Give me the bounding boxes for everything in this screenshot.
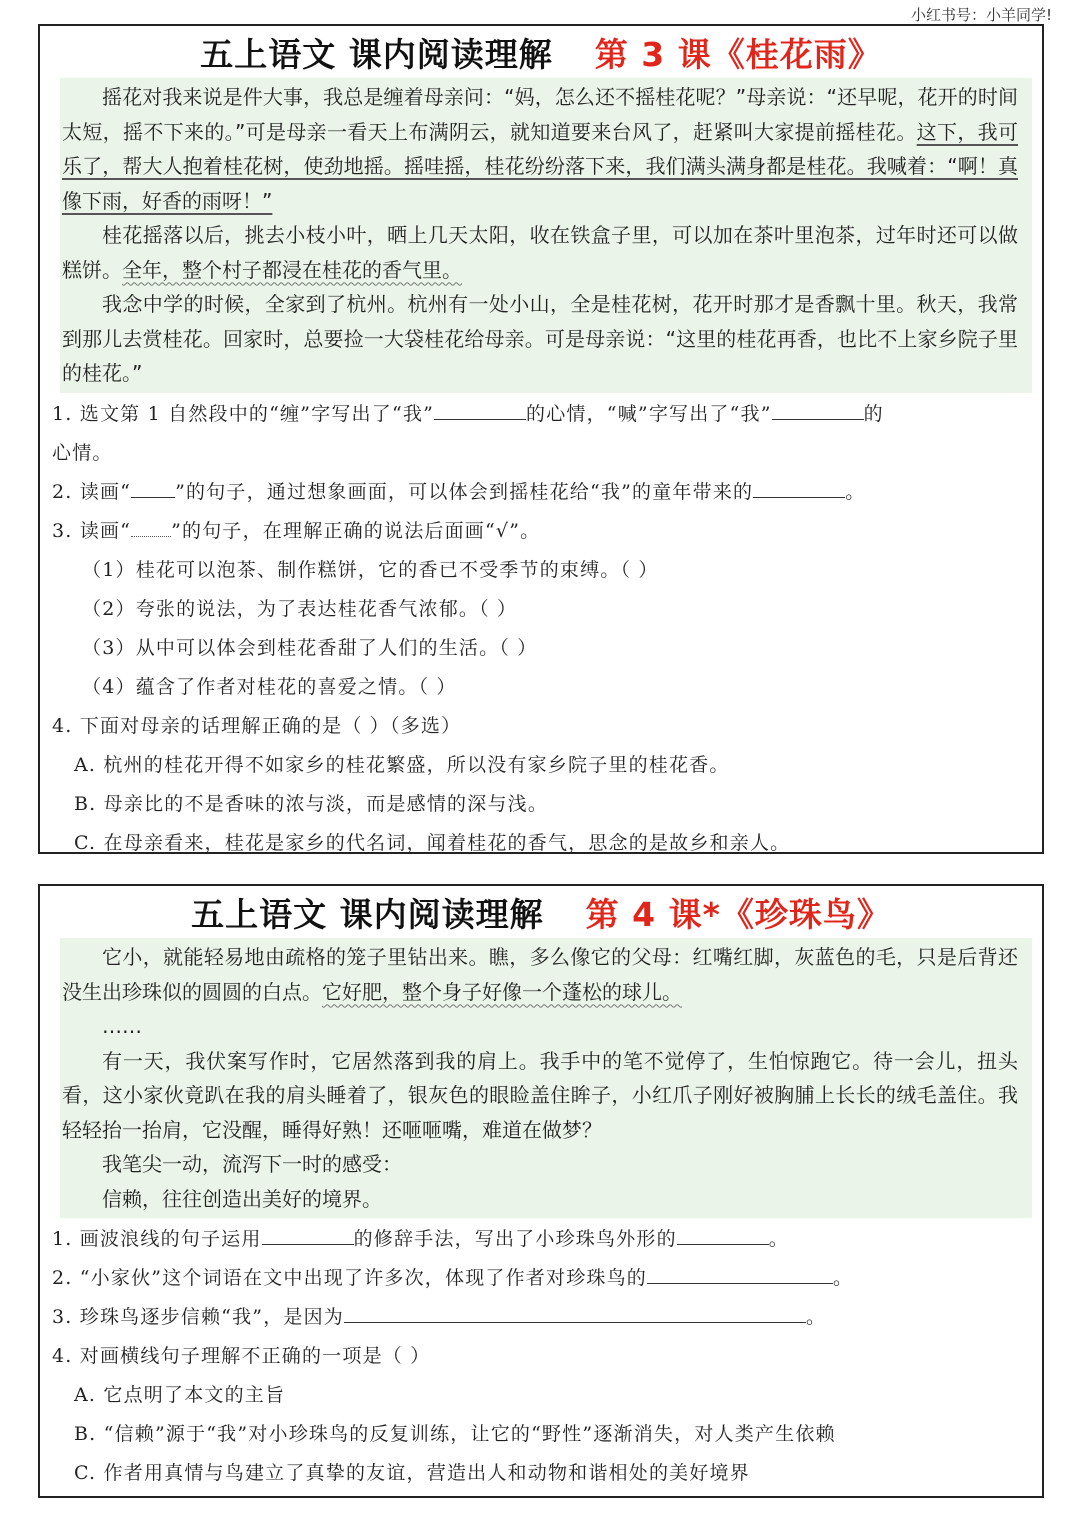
question-3 [52,512,1042,551]
question-3-item[interactable]: （2）夸张的说法，为了表达桂花香气浓郁。（ ） [82,597,518,620]
question-1 [52,395,1042,434]
question-text: 3. 珍珠鸟逐步信赖“我”，是因为 [52,1306,344,1328]
question-text: 2. 读画“ [52,480,132,503]
reading-passage [60,78,1032,393]
question-text: 的修辞手法，写出了小珍珠鸟外形的 [353,1228,677,1250]
worksheet-lesson-3 [38,24,1044,854]
question-1 [52,1220,1042,1259]
answer-blank[interactable] [647,1261,833,1284]
passage-paragraph [62,218,1018,287]
line-sample [131,475,175,498]
title-main: 五上语文 课内阅读理解 [200,34,553,74]
question-text: 。 [806,1306,827,1328]
question-text: 1. 画波浪线的句子运用 [52,1228,262,1250]
title-lesson: 第 4 课*《珍珠鸟》 [585,894,891,934]
wavy-underlined-sentence: 全年，整个村子都浸在桂花的香气里。 [122,257,462,282]
question-text: 。 [845,480,866,503]
worksheet-title [40,26,1042,78]
question-text: 。 [833,1267,854,1289]
question-3 [52,1298,1042,1337]
passage-ellipsis: …… [102,1014,142,1038]
option-c[interactable]: C. 在母亲看来，桂花是家乡的代名词，闻着桂花的香气，思念的是故乡和亲人。 [74,831,791,854]
option-b[interactable]: B. “信赖”源于“我”对小珍珠鸟的反复训练，让它的“野性”逐渐消失，对人类产生依赖 [74,1423,836,1445]
question-text: 1. 选文第 1 自然段中的“缠”字写出了“我” [52,402,434,425]
answer-blank[interactable] [262,1222,354,1245]
passage-paragraph [62,940,1018,1009]
question-text: 3. 读画“ [52,519,132,542]
reading-passage [60,938,1032,1218]
question-2 [52,473,1042,512]
passage-text: 它小，就能轻易地由疏格的笼子里钻出来。瞧，多么像它的父母：红嘴红脚，灰蓝色的毛，只是后背还没生出珍珠似的圆圆的白点。 [62,945,1018,1004]
passage-text: 摇花对我来说是件大事，我总是缠着母亲问：“妈，怎么还不摇桂花呢？”母亲说：“还早呢，花开的时间太短，摇不下来的。”可是母亲一看天上布满阴云，就知道要来台风了，赶紧叫大家提前摇桂花。 [62,85,1018,144]
passage-paragraph: 我念中学的时候，全家到了杭州。杭州有一处小山，全是桂花树，花开时那才是香飘十里。秋天，我常到那儿去赏桂花。回家时，总要捡一大袋桂花给母亲。可是母亲说：“这里的桂花再香，也比不上家乡院子里的桂花。” [62,292,1018,385]
option-c[interactable]: C. 作者用真情与鸟建立了真挚的友谊，营造出人和动物和谐相处的美好境界 [74,1462,750,1484]
question-4: 4. 对画横线句子理解不正确的一项是（ ） [52,1345,431,1367]
question-text: 的 [863,402,884,425]
watermark: 小红书号：小羊同学! [910,6,1052,24]
passage-paragraph: 有一天，我伏案写作时，它居然落到我的肩上。我手中的笔不觉停了，生怕惊跑它。待一会儿，扭头看，这小家伙竟趴在我的肩头睡着了，银灰色的眼睑盖住眸子，小红爪子刚好被胸脯上长长的绒毛盖住。我轻轻抬一抬肩，它没醒，睡得好熟！还咂咂嘴，难道在做梦？ [62,1048,1018,1142]
option-b[interactable]: B. 母亲比的不是香味的浓与淡，而是感情的深与浅。 [74,792,549,815]
option-a[interactable]: A. 它点明了本文的主旨 [74,1384,286,1406]
question-3-item[interactable]: （4）蕴含了作者对桂花的喜爱之情。（ ） [82,675,457,698]
wavy-underlined-sentence: 它好肥，整个身子好像一个蓬松的球儿。 [322,979,682,1004]
title-main: 五上语文 课内阅读理解 [191,894,544,934]
question-1-cont: 心情。 [52,441,113,464]
underlined-sentence: 这下，我可乐了，帮大人抱着桂花树，使劲地摇。摇哇摇，桂花纷纷落下来，我们满头满身都是桂花。我喊着：“啊！真像下雨，好香的雨呀！” [62,119,1018,213]
questions [40,1218,1042,1493]
answer-blank[interactable] [772,397,864,420]
worksheet-lesson-4 [38,884,1044,1498]
answer-blank[interactable] [753,475,845,498]
question-text: ”的句子，通过想象画面，可以体会到摇桂花给“我”的童年带来的 [175,480,754,503]
question-text: 。 [768,1228,789,1250]
questions [40,393,1042,863]
passage-paragraph: 信赖，往往创造出美好的境界。 [102,1186,382,1211]
option-a[interactable]: A. 杭州的桂花开得不如家乡的桂花繁盛，所以没有家乡院子里的桂花香。 [74,753,730,776]
question-text: ”的句子，在理解正确的说法后面画“√”。 [171,519,541,542]
title-lesson: 第 3 课《桂花雨》 [594,34,882,74]
question-3-item[interactable]: （3）从中可以体会到桂花香甜了人们的生活。（ ） [82,636,538,659]
question-text: 的心情，“喊”字写出了“我” [526,402,772,425]
answer-blank[interactable] [344,1300,806,1323]
question-text: 2. “小家伙”这个词语在文中出现了许多次，体现了作者对珍珠鸟的 [52,1267,647,1289]
wavy-line-sample [131,514,171,537]
passage-paragraph: 我笔尖一动，流泻下一时的感受： [102,1152,402,1176]
question-3-item[interactable]: （1）桂花可以泡茶、制作糕饼，它的香已不受季节的束缚。（ ） [82,558,659,581]
question-2 [52,1259,1042,1298]
passage-paragraph [62,80,1018,218]
answer-blank[interactable] [434,397,526,420]
passage-text: 桂花摇落以后，挑去小枝小叶，晒上几天太阳，收在铁盒子里，可以加在茶叶里泡茶，过年时还可以做糕饼。 [62,223,1018,282]
worksheet-title [40,886,1042,938]
answer-blank[interactable] [677,1222,769,1245]
question-4: 4. 下面对母亲的话理解正确的是（ ）（多选） [52,714,462,737]
